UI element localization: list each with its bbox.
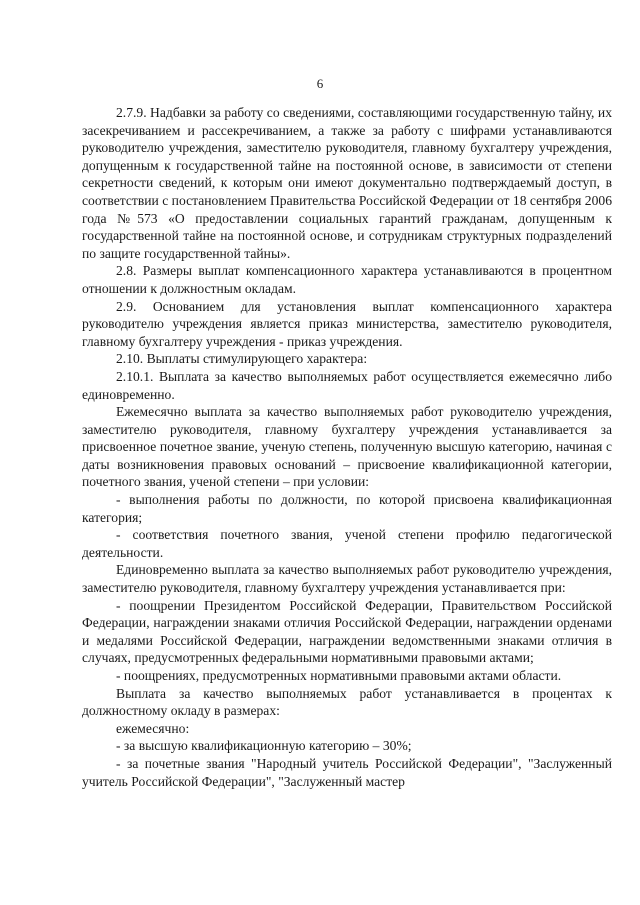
list-item-condition-2: - соответствия почетного звания, ученой степени профилю педагогической деятельности. <box>82 527 612 560</box>
paragraph-2-10: 2.10. Выплаты стимулирующего характера: <box>116 351 368 367</box>
paragraph-2-10-1: 2.10.1. Выплата за качество выполняемых работ осуществляется ежемесячно либо единовременно. <box>82 368 612 402</box>
list-item-condition-1: - выполнения работы по должности, по которой присвоена квалификационная категория; <box>82 492 612 525</box>
paragraph-monthly-payment: Ежемесячно выплата за качество выполняемых работ руководителю учреждения, заместителю руководителя, главному бухгалтеру учреждения устанавливается за присвоенное почетное звание, ученую степень, полученную высшую категорию, начиная с даты возникновения правовых оснований – присвоение квалификационной категории, почетного звания, ученой степени – при условии: <box>82 404 612 490</box>
paragraph-2-9: 2.9. Основанием для установления выплат компенсационного характера руководителю учреждения является приказ министерства, заместителю руководителя, главному бухгалтеру учреждения - приказ учреждения. <box>82 298 612 349</box>
list-item-award-2: - поощрениях, предусмотренных нормативными правовыми актами области. <box>116 668 562 683</box>
list-item-award-1: - поощрении Президентом Российской Федерации, Правительством Российской Федерации, награждении знаками отличия Российской Федерации, награждении орденами и медалями Российской Федерации, награждении ведомственными знаками отличия в случаях, предусмотренных федеральными нормативными правовыми актами; <box>82 597 612 666</box>
document-body <box>82 104 612 790</box>
list-item-category-30: - за высшую квалификационную категорию – 30%; <box>116 738 412 754</box>
paragraph-one-time-payment: Единовременно выплата за качество выполняемых работ руководителю учреждения, заместителю руководителя, главному бухгалтеру учреждения устанавливается при: <box>82 562 612 596</box>
paragraph-2-7-9: 2.7.9. Надбавки за работу со сведениями, составляющими государственную тайну, их засекречиванием и рассекречиванием, а также за работу с шифрами устанавливаются руководителю учреждения, заместителю руководителя, главному бухгалтеру учреждения, допущенным к государственной тайне на постоянной основе, в зависимости от степени секретности сведений, к которым они имеют документально подтверждаемый доступ, в соответствии с постановлением Правительства Российской Федерации от 18 сентября 2006 года №573 «О предоставлении социальных гарантий гражданам, допущенным к государственной тайне на постоянной основе, и сотрудникам структурных подразделений по защите государственной тайны». <box>82 105 612 261</box>
paragraph-payment-sizes: Выплата за качество выполняемых работ устанавливается в процентах к должностному окладу в размерах: <box>82 685 612 719</box>
page-number: 6 <box>316 76 324 91</box>
list-item-honorary-titles: - за почетные звания "Народный учитель Российской Федерации", "Заслуженный учитель Российской Федерации", "Заслуженный мастер <box>82 755 612 789</box>
paragraph-2-8: 2.8. Размеры выплат компенсационного характера устанавливаются в процентном отношении к должностным окладам. <box>82 263 612 296</box>
paragraph-monthly-label: ежемесячно: <box>116 720 190 736</box>
